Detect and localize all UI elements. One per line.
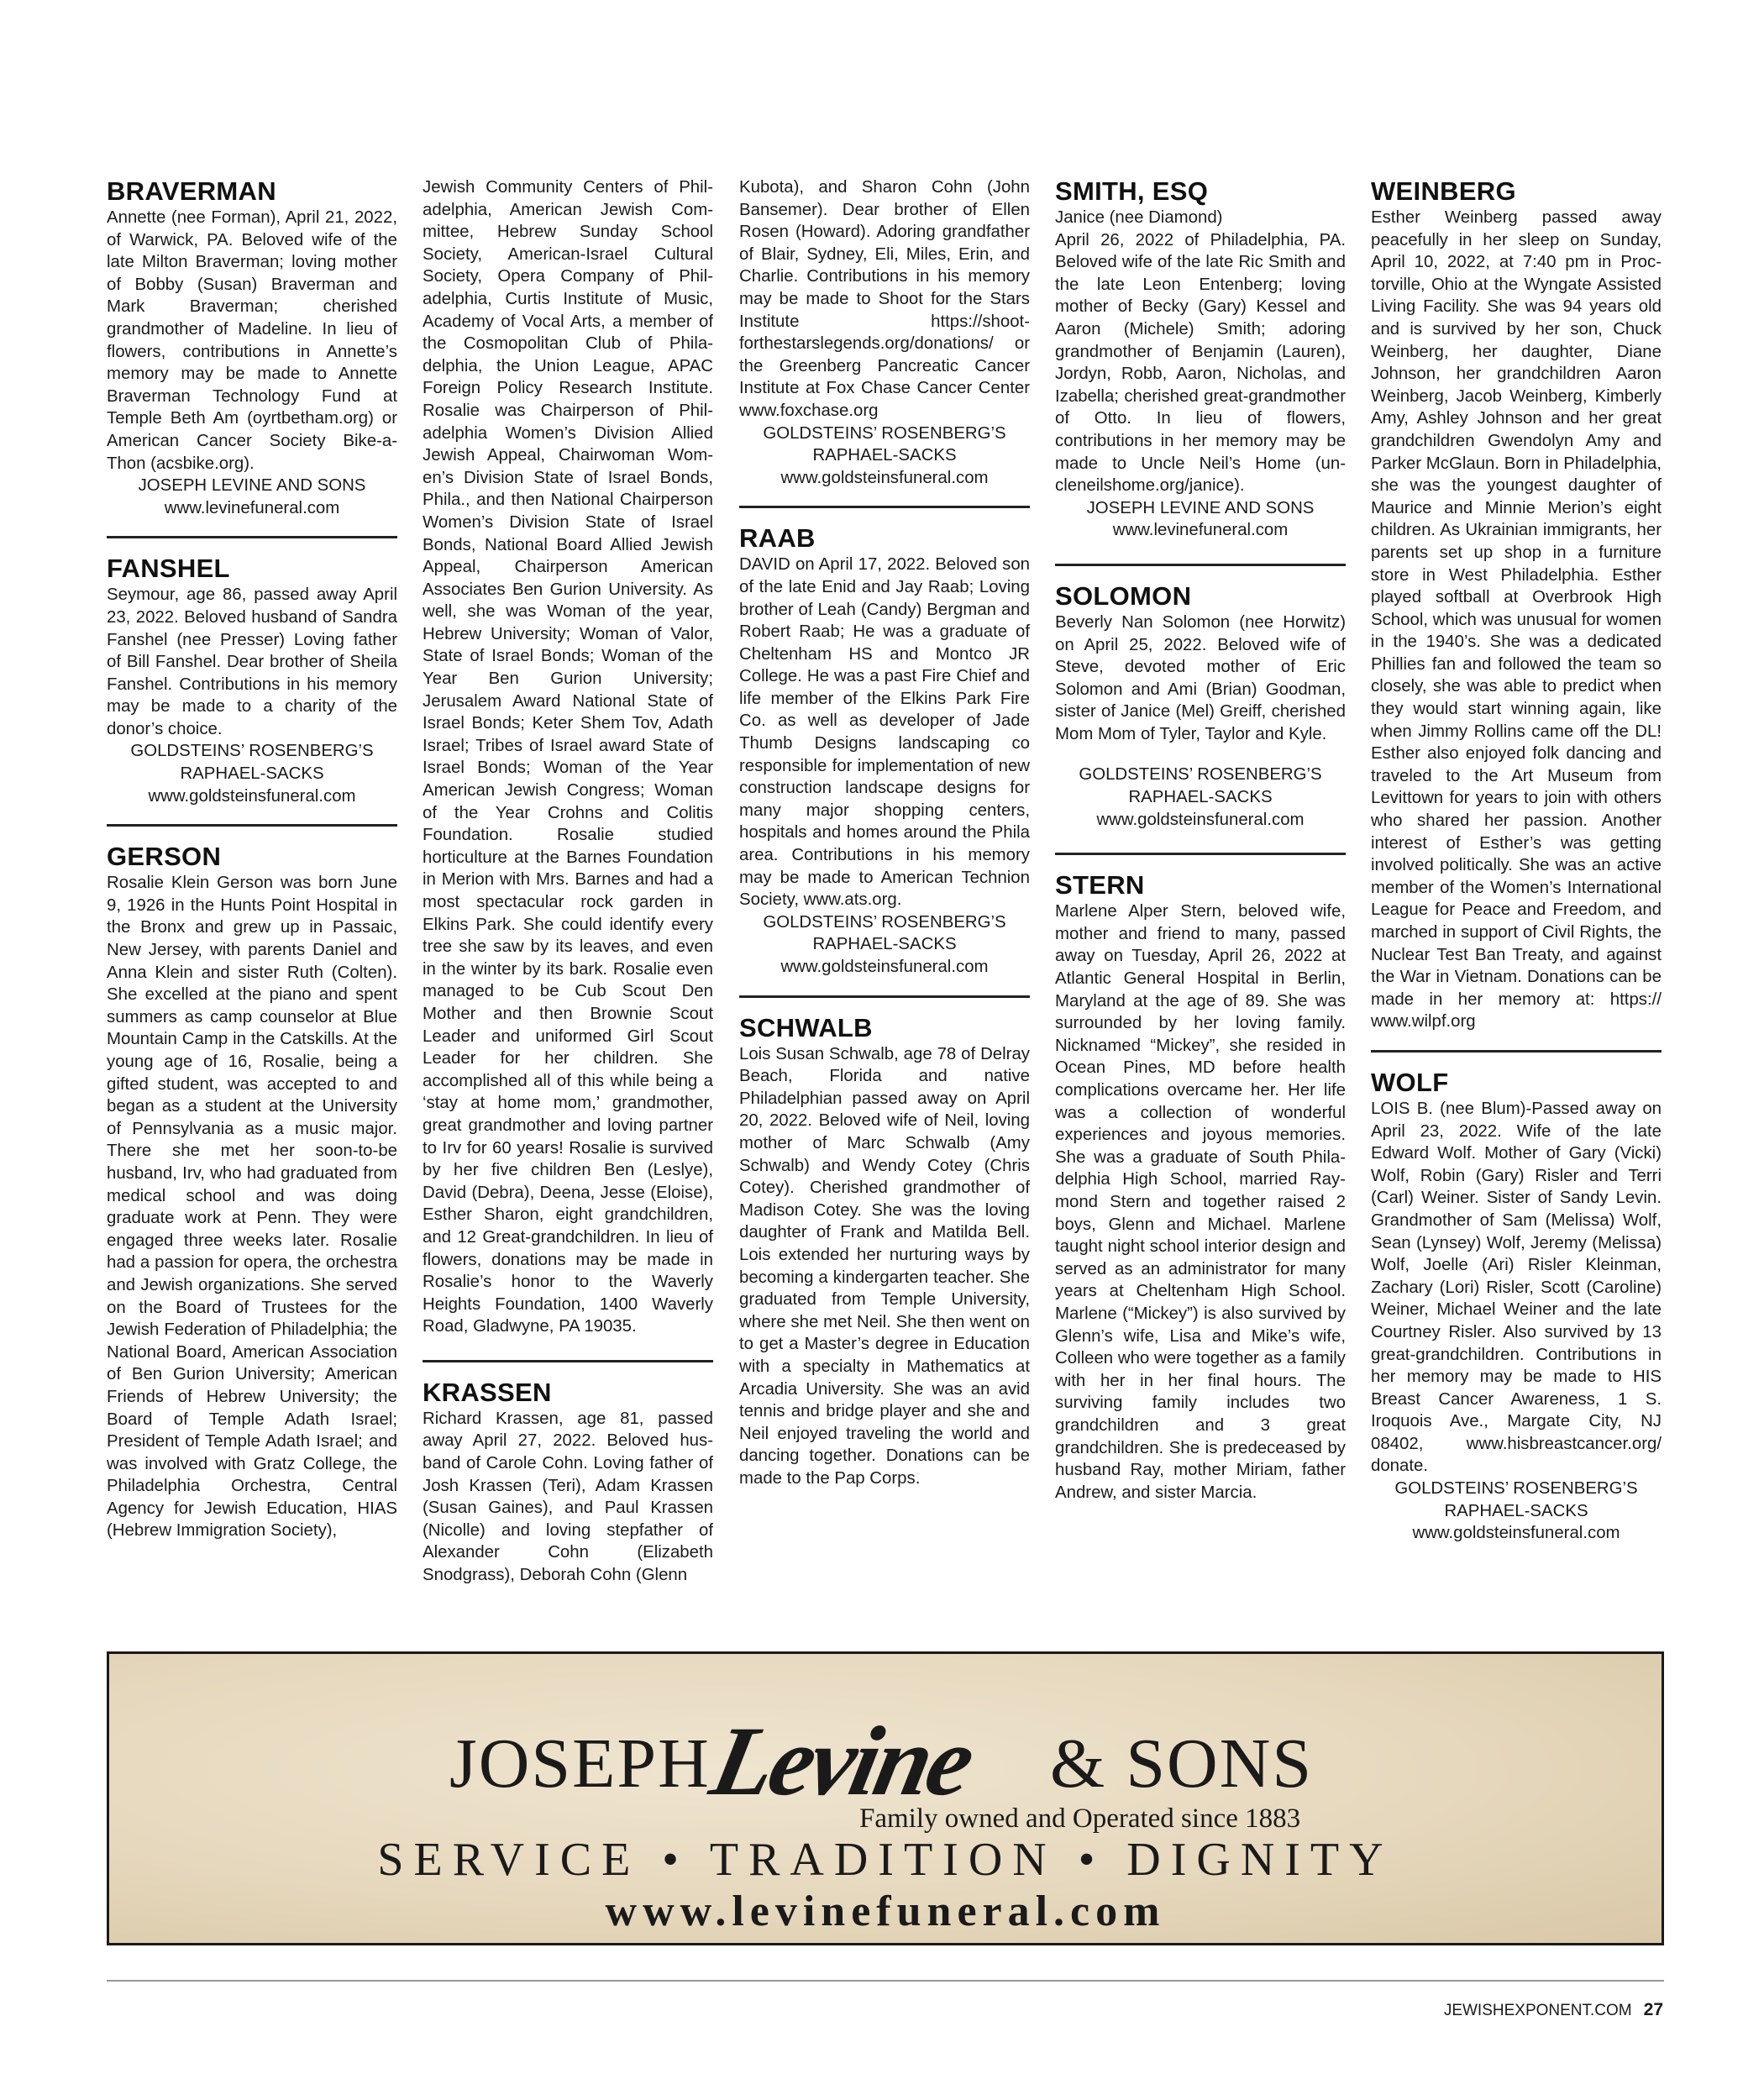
obituary-text: Marlene Alper Stern, beloved wife, mother and friend to many, passed away on Tuesday, April 26, 2022 at Atlantic General Hospital in Berlin, Maryland at the age of 89. She was surrounded by her loving family. Nicknamed “Mickey”, she resided in Ocean Pines, MD before health complications overcame her. Her life was a collection of wonderful experiences and joyous memories. She was a graduate of South Philadelphia High School, married Raymond Stern and together raised 2 boys, Glenn and Michael. Marlene taught night school interior design and served as an administrator for many years at Cheltenham High School. Marlene (“Mickey”) is also survived by Glenn’s wife, Lisa and Mike’s wife, Colleen who were together as a family with her in her final hours. The surviving family includes two grandchildren and 3 great grandchildren. She is predeceased by husband Ray, mother Miriam, father Andrew, and sister Marcia.	[1055, 902, 1346, 1502]
obituary-fanshel	[107, 536, 397, 807]
funeral-home: GOLDSTEINS’ ROSENBERG’S	[1394, 1479, 1638, 1499]
obituary-gerson-continued	[423, 176, 713, 1338]
publication-name[interactable]: JEWISHEXPONENT.COM	[1443, 2002, 1632, 2019]
ad-website[interactable]: www.levinefuneral.com	[605, 1887, 1166, 1935]
funeral-home: JOSEPH LEVINE AND SONS	[138, 476, 366, 496]
funeral-website[interactable]: www.levinefuneral.com	[1112, 521, 1289, 540]
ad-joseph-text: JOSEPH	[449, 1725, 711, 1803]
obituary-text: Jewish Community Centers of Philadelphia, American Jewish Committee, Hebrew Sunday School Society, American-Israel Cultural Society, Opera Company of Philadelphia, Curtis Institute of Music, Academy of Vocal Arts, a member of the Cosmopolitan Club of Philadelphia, the Union League, APAC Foreign Policy Research Institute. Rosalie was Chairperson of Philadelphia Women’s Division Allied Jewish Appeal, Chairwoman Women’s Division State of Israel Bonds, Phila., and then National Chairperson Women’s Division State of Israel Bonds, National Board Allied Jewish Appeal, Chairperson American Associates Ben Gurion University. As well, she was Woman of the year, Hebrew University; Woman of Valor, State of Israel Bonds; Woman of the Year Ben Gurion University; Jerusalem Award National State of Israel Bonds; Keter Shem Tov, Adath Israel; Tribes of Israel award State of Israel Bonds; Woman of the Year American Jewish Congress; Woman of the Year Crohns and Colitis Foundation. Rosalie studied horticulture at the Barnes Foundation in Merion with Mrs. Barnes and had a most spectacular rock garden in Elkins Park. She could identify every tree she saw by its leaves, and even in the winter by its bark. Rosalie even managed to be Cub Scout Den Mother and then Brownie Scout Leader and uniformed Girl Scout Leader for her children. She accomplished all of this while being a ‘stay at home mom,’ grandmother, great grandmother and loving partner to Irv for 60 years! Rosalie is survived by her five children Ben (Leslye), David (Debra), Deena, Jesse (Eloise), Esther Sharon, eight grandchildren, and 12 Great-grandchildren. In lieu of flowers, donations may be made in Rosalie’s honor to the Waverly Heights Foundation, 1400 Waverly Road, Gladwyne, PA 19035.	[423, 178, 713, 1336]
obituary-name: GERSON	[107, 842, 222, 872]
obituary-name: KRASSEN	[423, 1377, 552, 1407]
funeral-home: GOLDSTEINS’ ROSENBERG’S	[130, 742, 374, 761]
column-5	[1371, 176, 1662, 1545]
column-1	[107, 176, 397, 1542]
obituary-name: WOLF	[1371, 1067, 1449, 1097]
obituary-text: Beverly Nan Solomon (nee Horwitz) on April 25, 2022. Beloved wife of Steve, devoted mother of Eric Solomon and Ami (Brian) Goodman, sister of Janice (Mel) Greiff, cherished Mom Mom of Tyler, Taylor and Kyle.	[1055, 612, 1346, 743]
obituary-name: SMITH, ESQ	[1055, 176, 1209, 206]
column-3	[739, 176, 1030, 1489]
obituary-gerson	[107, 824, 397, 1542]
funeral-home: RAPHAEL-SACKS	[1128, 788, 1273, 807]
obituary-name: BRAVERMAN	[107, 176, 276, 206]
obituary-subline: Janice (nee Diamond)	[1055, 208, 1223, 227]
funeral-website[interactable]: www.goldsteinsfuneral.com	[780, 468, 989, 487]
obituary-text: Richard Krassen, age 81, passed away April 27, 2022. Beloved husband of Carole Cohn. Loving father of Josh Krassen (Teri), Adam Krassen (Susan Gaines), and Paul Krassen (Nicolle) and loving stepfather of Alexander Cohn (Elizabeth Snodgrass), Deborah Cohn (Glenn	[423, 1409, 713, 1585]
funeral-home: RAPHAEL-SACKS	[812, 446, 957, 465]
obituary-text: DAVID on April 17, 2022. Beloved son of the late Enid and Jay Raab; Loving brother of Leah (Candy) Bergman and Robert Raab; He was a graduate of Cheltenham HS and Montco JR College. He was a past Fire Chief and life member of the Elkins Park Fire Co. as well as developer of Jade Thumb Designs landscaping co responsible for implementation of new construction landscape designs for many major shopping centers, hospitals and homes around the Phila area. Contributions in his memory may be made to American Technion Society, www.ats.org.	[739, 555, 1030, 910]
obituary-name: STERN	[1055, 870, 1145, 900]
obituary-text: Esther Weinberg passed away peacefully in her sleep on Sunday, April 10, 2022, at 7:40 pm in Proctorville, Ohio at the Wyngate Assisted Living Facility. She was 94 years old and is survived by her son, Chuck Weinberg, her daughter, Diane Johnson, her grandchildren Aaron Weinberg, Jacob Weinberg, Kimberly Amy, Ashley Johnson and her great grandchildren Gwendolyn Amy and Parker McGlaun. Born in Philadelphia, she was the youngest daughter of Maurice and Minnie Merion’s eight children. As Ukrainian immigrants, her parents set up shop in a furniture store in West Philadelphia. Esther played softball at Overbrook High School, which was unusual for women in the 1940’s. She was a dedicated Phillies fan and followed the team so closely, she was able to predict when they would start winning again, like when Jimmy Rollins came off the DL! Esther also enjoyed folk dancing and traveled to the Art Museum from Levittown for years to join with others who shared her passion. Another interest of Esther’s was getting involved politically. She was an active member of the Women’s International League for Peace and Freedom, and marched in support of Civil Rights, the Nuclear Test Ban Treaty, and against the War in Vietnam. Donations can be made in her memory at: https:// www.wilpf.org	[1371, 208, 1662, 1032]
footer-divider	[107, 1980, 1664, 1982]
obituary-name: FANSHEL	[107, 554, 230, 584]
obituary-wolf	[1371, 1050, 1662, 1545]
levine-funeral-advertisement[interactable]	[107, 1651, 1664, 1945]
ad-tagline: Family owned and Operated since 1883	[859, 1803, 1301, 1834]
funeral-home: GOLDSTEINS’ ROSENBERG’S	[763, 423, 1006, 443]
column-4	[1055, 176, 1346, 1504]
obituary-solomon	[1055, 564, 1346, 831]
funeral-website[interactable]: www.levinefuneral.com	[164, 498, 340, 517]
ad-sons-text: & SONS	[1050, 1725, 1314, 1803]
obituary-text: Kubota), and Sharon Cohn (John Bansemer). Dear brother of Ellen Rosen (Howard). Adoring grandfather of Blair, Sydney, Eli, Miles, Erin, and Charlie. Contributions in his memory may be made to Shoot for the Stars Institute https://shootforthestarslegends.org/donations/ or the Greenberg Pancreatic Cancer Institute at Fox Chase Cancer Center www.foxchase.org	[739, 178, 1030, 420]
obituary-text: LOIS B. (nee Blum)-Passed away on April 23, 2022. Wife of the late Edward Wolf. Mother of Gary (Vicki) Wolf, Robin (Gary) Risler and Terri (Carl) Weiner. Sister of Sandy Levin. Grandmother of Sam (Melissa) Wolf, Sean (Lynsey) Wolf, Jeremy (Melissa) Wolf, Joelle (Ari) Risler Kleinman, Zachary (Lori) Risler, Scott (Caroline) Weiner, Michael Weiner and the late Courtney Risler. Also survived by 13 great-grandchildren. Contributions in her memory may be made to HIS Breast Cancer Awareness, 1 S. Iroquois Ave., Margate City, NJ 08402, www.hisbreastcancer.org/ donate.	[1371, 1099, 1662, 1476]
funeral-home: GOLDSTEINS’ ROSENBERG’S	[1079, 765, 1322, 785]
obituary-name: WEINBERG	[1371, 176, 1516, 206]
obituary-smith	[1055, 176, 1346, 542]
obituary-raab	[739, 506, 1030, 978]
obituary-text: Annette (nee Forman), April 21, 2022, of Warwick, PA. Beloved wife of the late Milton Braverman; loving mother of Bobby (Susan) Braverman and Mark Braverman; cherished grandmother of Madeline. In lieu of flowers, contributions in Annette’s memory may be made to Annette Braverman Technology Fund at Temple Beth Am (oyrtbetham.org) or American Cancer Society Bike-a-Thon (acsbike.org).	[107, 208, 397, 473]
ad-motto: SERVICE • TRADITION • DIGNITY	[377, 1834, 1394, 1886]
funeral-home: JOSEPH LEVINE AND SONS	[1086, 498, 1315, 517]
funeral-home: GOLDSTEINS’ ROSENBERG’S	[763, 912, 1006, 932]
obituary-text: Lois Susan Schwalb, age 78 of Delray Beach, Florida and native Philadelphian passed away on April 20, 2022. Beloved wife of Neil, loving mother of Marc Schwalb (Amy Schwalb) and Wendy Cotey (Chris Cotey). Cherished grandmother of Madison Cotey. She was the loving daughter of Frank and Matilda Bell. Lois extended her nurturing ways by becoming a kindergarten teacher. She graduated from Temple University, where she met Neil. She then went on to get a Master’s degree in Education with a specialty in Mathematics at Arcadia University. She was an avid tennis and bridge player and she and Neil enjoyed traveling the world and dancing together. Donations can be made to the Pap Corps.	[739, 1044, 1030, 1488]
obituary-stern	[1055, 853, 1346, 1504]
funeral-home: RAPHAEL-SACKS	[180, 764, 324, 784]
obituary-braverman	[107, 176, 397, 519]
obituary-name: SOLOMON	[1055, 580, 1192, 611]
funeral-home: RAPHAEL-SACKS	[1444, 1501, 1588, 1520]
spacer	[1055, 745, 1346, 764]
ad-levine-logo: Levine	[702, 1706, 981, 1816]
obituary-text: Seymour, age 86, passed away April 23, 2022. Beloved husband of Sandra Fanshel (nee Presser) Loving father of Bill Fanshel. Dear brother of Sheila Fanshel. Contributions in his memory may be made to a charity of the donor’s choice.	[107, 585, 397, 738]
funeral-website[interactable]: www.goldsteinsfuneral.com	[148, 786, 356, 806]
page-number: 27	[1643, 2000, 1663, 2019]
funeral-website[interactable]: www.goldsteinsfuneral.com	[1412, 1524, 1620, 1543]
funeral-website[interactable]: www.goldsteinsfuneral.com	[1096, 810, 1305, 829]
obituary-name: SCHWALB	[739, 1012, 873, 1042]
column-2	[423, 176, 713, 1587]
obituary-krassen-continued	[739, 176, 1030, 489]
funeral-website[interactable]: www.goldsteinsfuneral.com	[780, 958, 989, 976]
obituary-name: RAAB	[739, 523, 816, 554]
obituary-schwalb	[739, 995, 1030, 1490]
obituary-text: April 26, 2022 of Philadelphia, PA. Beloved wife of the late Ric Smith and the late Leon Entenberg; loving mother of Becky (Gary) Kessel and Aaron (Michele) Smith; adoring grandmother of Benjamin (Lauren), Jordyn, Robb, Aaron, Nicholas, and Izabella; cherished great-grandmother of Otto. In lieu of flowers, contributions in her memory may be made to Uncle Neil’s Home (uncleneilshome.org/janice).	[1055, 230, 1346, 496]
funeral-home: RAPHAEL-SACKS	[812, 935, 957, 954]
obituary-text: Rosalie Klein Gerson was born June 9, 1926 in the Hunts Point Hospital in the Bronx and grew up in Passaic, New Jersey, with parents Daniel and Anna Klein and sister Ruth (Colten). She excelled at the piano and spent summers as camp counselor at Blue Mountain Camp in the Catskills. At the young age of 16, Rosalie, being a gifted student, was accepted to and began as a student at the University of Pennsylvania as a music major. There she met her soon-to-be husband, Irv, who had graduated from medical school and was doing graduate work at Penn. They were engaged three weeks later. Rosalie had a passion for opera, the orchestra and Jewish organizations. She served on the Board of Trustees for the Jewish Federation of Philadelphia; the National Board, American Association of Ben Gurion University; American Friends of Hebrew University; the Board of Temple Adath Israel; President of Temple Adath Israel; and was involved with Gratz College, the Philadelphia Orchestra, Central Agency for Jewish Education, HIAS (Hebrew Immigration Society),	[107, 874, 397, 1541]
obituary-weinberg	[1371, 176, 1662, 1033]
page-footer	[1444, 2000, 1663, 2020]
obituary-krassen	[423, 1360, 713, 1587]
